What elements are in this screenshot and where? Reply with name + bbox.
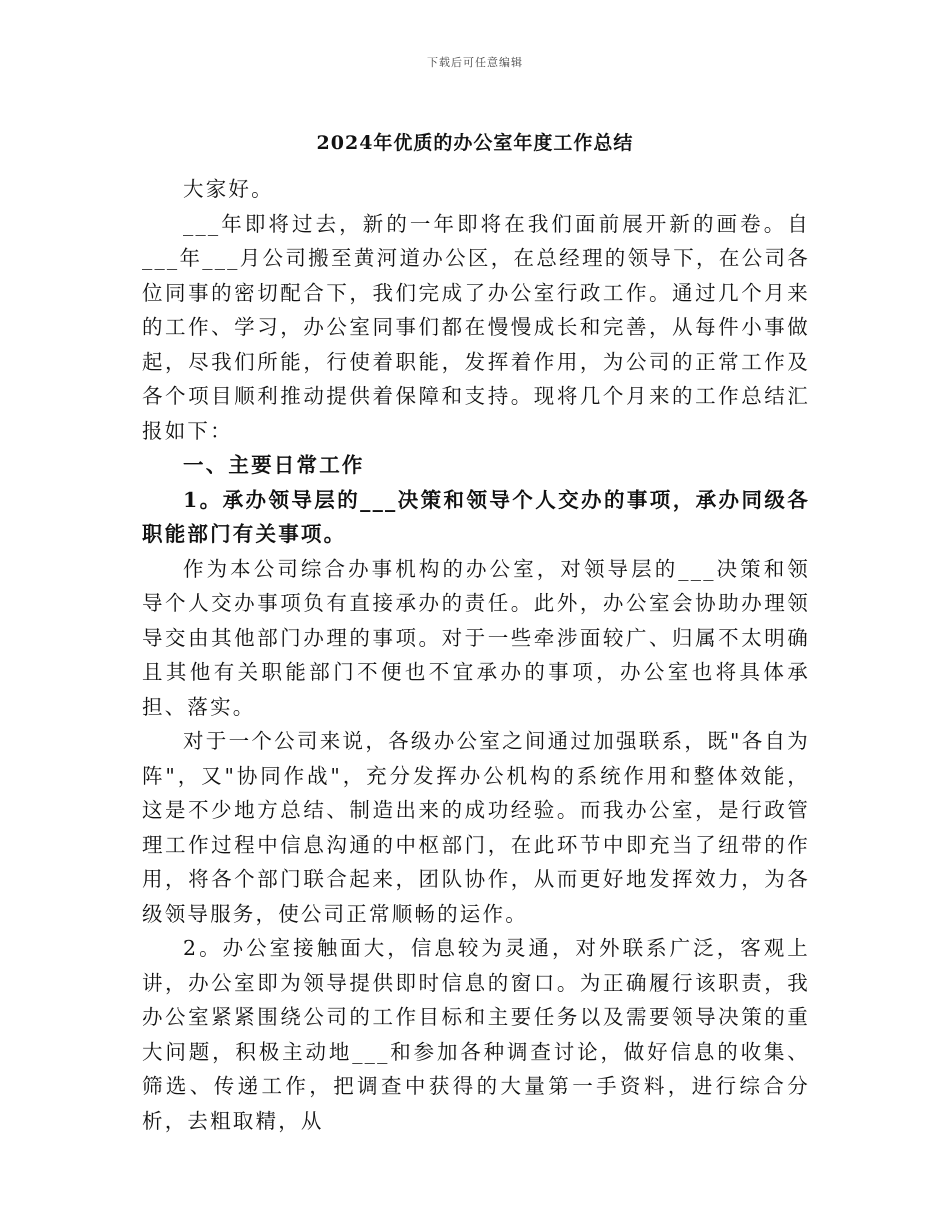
section-heading: 一、主要日常工作 xyxy=(183,453,365,477)
document-title: 2024年优质的办公室年度工作总结 xyxy=(316,132,634,154)
subsection-heading: 1。承办领导层的___决策和领导个人交办的事项，承办同级各职能部门有关事项。 xyxy=(142,487,810,546)
document-body xyxy=(142,172,810,1138)
body-paragraph: 对于一个公司来说，各级办公室之间通过加强联系，既"各自为阵"，又"协同作战"，充分发挥办公机构的系统作用和整体效能，这是不少地方总结、制造出来的成功经验。而我办公室，是行政管理工作过程中信息沟通的中枢部门，在此环节中即充当了纽带的作用，将各个部门联合起来，团队协作，从而更好地发挥效力，为各级领导服务，使公司正常顺畅的运作。 xyxy=(142,729,810,926)
greeting-paragraph: 大家好。 xyxy=(183,177,274,201)
body-paragraph: 作为本公司综合办事机构的办公室，对领导层的___决策和领导个人交办事项负有直接承办的责任。此外，办公室会协助办理领导交由其他部门办理的事项。对于一些牵涉面较广、归属不太明确且其他有关职能部门不便也不宜承办的事项，办公室也将具体承担、落实。 xyxy=(142,556,810,719)
intro-paragraph: ___年即将过去，新的一年即将在我们面前展开新的画卷。自___年___月公司搬至黄河道办公区，在总经理的领导下，在公司各位同事的密切配合下，我们完成了办公室行政工作。通过几个月来的工作、学习，办公室同事们都在慢慢成长和完善，从每件小事做起，尽我们所能，行使着职能，发挥着作用，为公司的正常工作及各个项目顺利推动提供着保障和支持。现将几个月来的工作总结汇报如下： xyxy=(142,211,810,443)
page-header-note: 下载后可任意编辑 xyxy=(427,56,523,69)
body-paragraph: 2。办公室接触面大，信息较为灵通，对外联系广泛，客观上讲，办公室即为领导提供即时信息的窗口。为正确履行该职责，我办公室紧紧围绕公司的工作目标和主要任务以及需要领导决策的重大问题，积极主动地___和参加各种调查讨论，做好信息的收集、筛选、传递工作，把调查中获得的大量第一手资料，进行综合分析，去粗取精，从 xyxy=(142,936,810,1133)
